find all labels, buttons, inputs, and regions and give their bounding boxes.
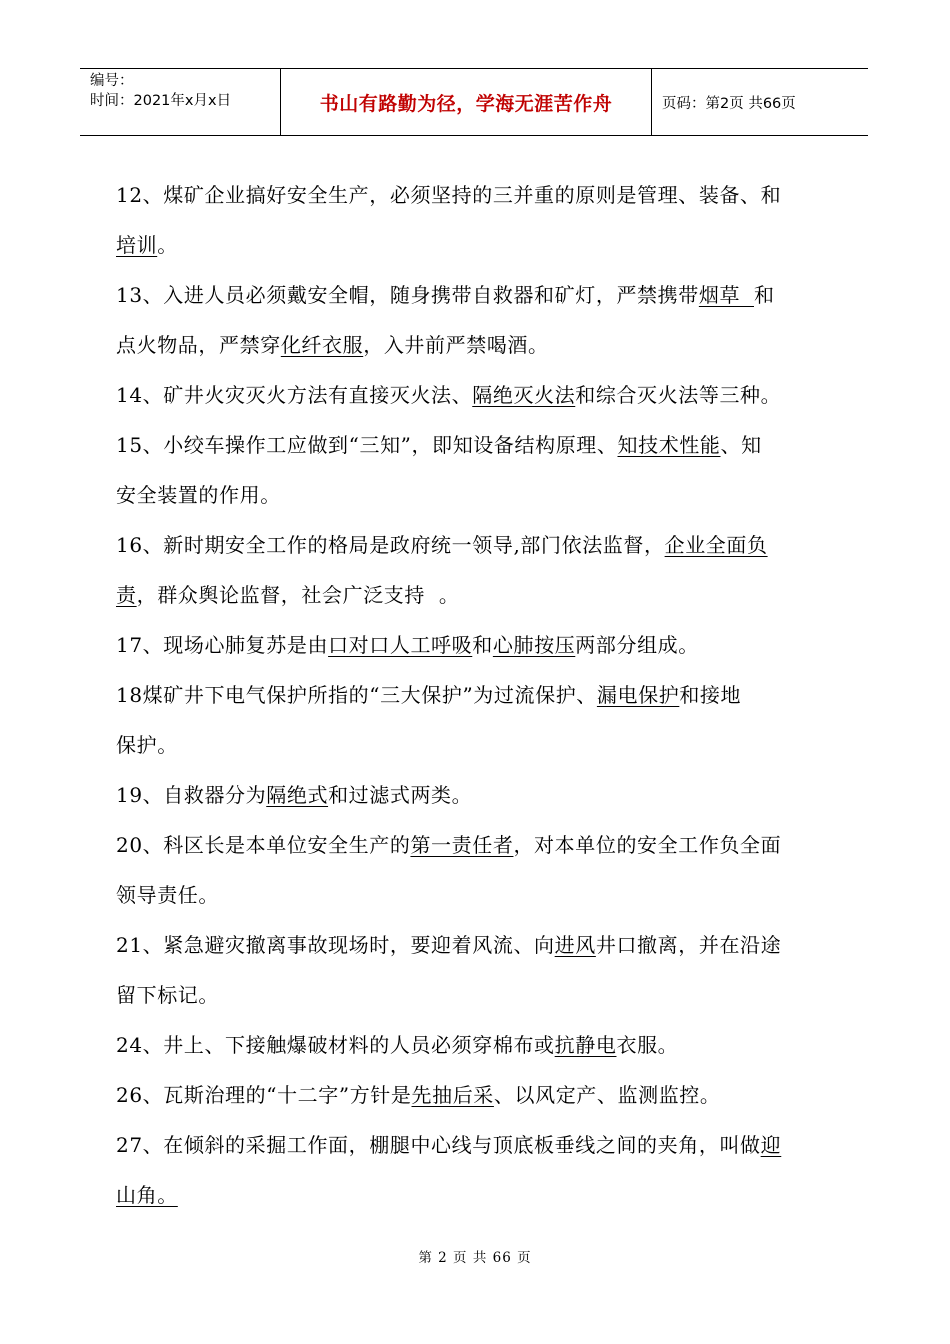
header-meta — [80, 69, 281, 135]
header-page-info: 页码：第2页 共66页 — [662, 95, 796, 112]
question-line — [116, 270, 838, 320]
question-text: 和 — [753, 283, 775, 307]
question-list — [116, 170, 838, 1220]
question-text: 两部分组成。 — [575, 633, 699, 657]
question-text: 保护。 — [116, 733, 178, 757]
answer-text: 烟草 — [698, 283, 754, 307]
question-text: 26、瓦斯治理的“十二字”方针是 — [116, 1083, 412, 1107]
question-line — [116, 370, 838, 420]
answer-text: 口对口人工呼吸 — [328, 633, 473, 657]
question-text: ，对本单位的安全工作负全面 — [513, 833, 782, 857]
question-line — [116, 570, 838, 620]
answer-text: 迎 — [760, 1133, 782, 1157]
question-text: 17、现场心肺复苏是由 — [116, 633, 329, 657]
answer-text: 先抽后采 — [411, 1083, 494, 1107]
question-text: 13、入进人员必须戴安全帽，随身携带自救器和矿灯，严禁携带 — [116, 283, 699, 307]
question-text: 和 — [472, 633, 493, 657]
question-line — [116, 720, 838, 770]
answer-text: 培训 — [116, 233, 158, 257]
question-line — [116, 470, 838, 520]
question-text: 18煤矿井下电气保护所指的“三大保护”为过流保护、 — [116, 683, 597, 707]
question-text: 19、自救器分为 — [116, 783, 267, 807]
question-text: 12、煤矿企业搞好安全生产，必须坚持的三并重的原则是管理、装备、和 — [116, 183, 782, 207]
question-line — [116, 820, 838, 870]
question-text: 。 — [157, 233, 178, 257]
answer-text: 第一责任者 — [410, 833, 514, 857]
question-text: 27、在倾斜的采掘工作面，棚腿中心线与顶底板垂线之间的夹角，叫做 — [116, 1133, 761, 1157]
question-text: 20、科区长是本单位安全生产的 — [116, 833, 411, 857]
answer-text: 进风 — [554, 933, 596, 957]
question-text: 15、小绞车操作工应做到“三知”，即知设备结构原理、 — [116, 433, 618, 457]
question-text: 和接地 — [679, 683, 742, 707]
question-line — [116, 170, 838, 220]
answer-text: 抗静电 — [554, 1033, 617, 1057]
code-label: 编号： — [90, 73, 134, 89]
question-text: 和综合灭火法等三种。 — [575, 383, 782, 407]
question-line — [116, 870, 838, 920]
question-text: 领导责任。 — [116, 883, 219, 907]
question-line — [116, 420, 838, 470]
question-text: 衣服。 — [616, 1033, 679, 1057]
question-line — [116, 1020, 838, 1070]
question-line — [116, 970, 838, 1020]
question-line — [116, 670, 838, 720]
answer-text: 山角。 — [116, 1183, 178, 1207]
answer-text: 知技术性能 — [617, 433, 721, 457]
page-header — [80, 68, 868, 136]
time-label: 时间：2021年x月x日 — [90, 93, 232, 109]
answer-text: 隔绝灭火法 — [472, 383, 576, 407]
question-line — [116, 1070, 838, 1120]
question-text: 留下标记。 — [116, 983, 219, 1007]
question-line — [116, 620, 838, 670]
question-text: 14、矿井火灾灭火方法有直接灭火法、 — [116, 383, 473, 407]
question-text: 21、紧急避灾撤离事故现场时，要迎着风流、向 — [116, 933, 555, 957]
question-text: 16、新时期安全工作的格局是政府统一领导,部门依法监督， — [116, 533, 665, 557]
question-text: ，入井前严禁喝酒。 — [363, 333, 549, 357]
answer-text: 化纤衣服 — [280, 333, 364, 357]
question-line — [116, 320, 838, 370]
question-line — [116, 520, 838, 570]
question-text: 点火物品，严禁穿 — [116, 333, 281, 357]
question-text: 和过滤式两类。 — [328, 783, 473, 807]
question-text: ，群众舆论监督，社会广泛支持 。 — [136, 583, 460, 607]
question-line — [116, 920, 838, 970]
page-footer: 第 2 页 共 66 页 — [418, 1250, 532, 1266]
question-text: 、以风定产、监测监控。 — [493, 1083, 721, 1107]
question-text: 、知 — [720, 433, 762, 457]
answer-text: 责 — [116, 583, 137, 607]
question-line — [116, 1120, 838, 1170]
question-text: 24、井上、下接触爆破材料的人员必须穿棉布或 — [116, 1033, 555, 1057]
question-line — [116, 770, 838, 820]
question-line — [116, 220, 838, 270]
question-text: 井口撤离，并在沿途 — [595, 933, 782, 957]
answer-text: 隔绝式 — [266, 783, 329, 807]
answer-text: 企业全面负 — [664, 533, 768, 557]
answer-text: 心肺按压 — [492, 633, 576, 657]
question-line — [116, 1170, 838, 1220]
answer-text: 漏电保护 — [596, 683, 680, 707]
question-text: 安全装置的作用。 — [116, 483, 281, 507]
header-motto: 书山有路勤为径，学海无涯苦作舟 — [281, 69, 652, 135]
